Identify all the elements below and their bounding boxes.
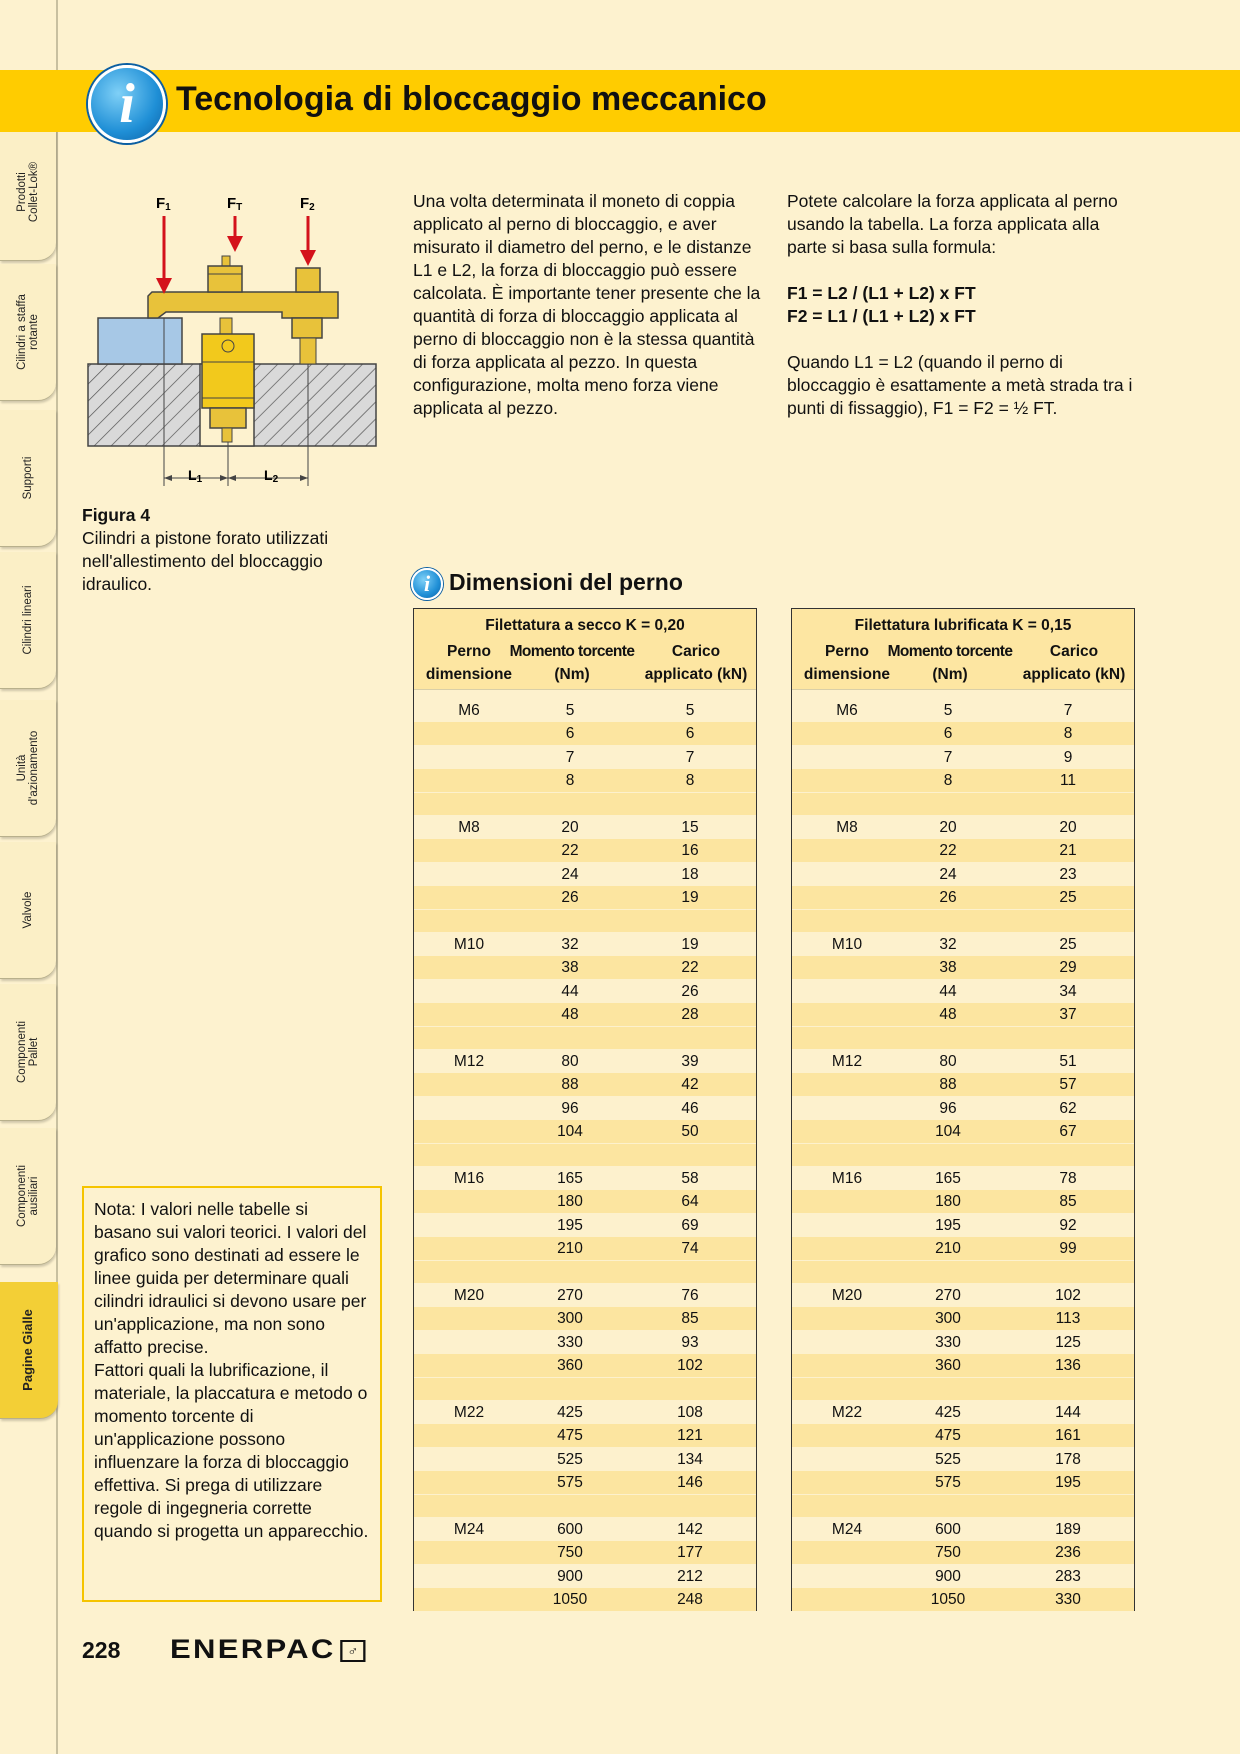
- cell-torque: 360: [557, 1357, 583, 1375]
- cell-torque: 300: [557, 1310, 583, 1328]
- cell-load: 69: [681, 1216, 699, 1234]
- cell-size: M20: [453, 1287, 485, 1304]
- cell-load: 22: [681, 959, 699, 977]
- cell-load: 161: [1055, 1427, 1081, 1445]
- cell-torque: 525: [557, 1450, 583, 1468]
- cell-load: 108: [677, 1404, 703, 1421]
- cell-load: 25: [1059, 936, 1077, 953]
- cell-torque: 80: [939, 1053, 957, 1070]
- cell-torque: 750: [935, 1544, 961, 1562]
- cell-torque: 26: [939, 889, 957, 907]
- cell-torque: 8: [943, 772, 953, 790]
- section-title: Dimensioni del perno: [449, 569, 683, 595]
- group-spacer: [414, 793, 756, 815]
- table-row: [792, 1284, 1134, 1307]
- table-row: [792, 722, 1134, 745]
- cell-torque: 38: [561, 959, 579, 977]
- cell-torque: 330: [935, 1333, 961, 1351]
- table-row: [414, 1401, 756, 1424]
- table-dry-thread: [413, 608, 757, 1611]
- logo-text: ENERPAC: [170, 1634, 336, 1664]
- table-row: [414, 1565, 756, 1588]
- label-f2: F2: [300, 195, 315, 213]
- cell-torque: 48: [939, 1006, 957, 1024]
- cell-load: 113: [1055, 1310, 1081, 1328]
- cell-load: 85: [681, 1310, 699, 1328]
- cell-load: 136: [1055, 1357, 1081, 1375]
- bottom-nut: [210, 408, 246, 428]
- label-l1: L1: [188, 467, 203, 485]
- table-row: [792, 956, 1134, 979]
- table-row: [792, 1354, 1134, 1377]
- column-header: Perno: [447, 643, 491, 660]
- column-header: applicato (kN): [1022, 666, 1126, 683]
- cell-load: 5: [685, 702, 695, 719]
- table-row: [414, 1588, 756, 1611]
- cell-load: 283: [1055, 1567, 1081, 1585]
- clamping-figure: [82, 186, 382, 498]
- sidebar-tab-label: Cilindri lineari: [22, 585, 34, 655]
- cell-load: 248: [677, 1591, 703, 1609]
- table-row: [414, 1073, 756, 1096]
- cell-torque: 475: [935, 1427, 961, 1445]
- table-row: [414, 746, 756, 769]
- cell-torque: 750: [557, 1544, 583, 1562]
- table-row: [792, 1541, 1134, 1564]
- table-row: [414, 863, 756, 886]
- cell-torque: 48: [561, 1006, 579, 1024]
- formula-outro: Quando L1 = L2 (quando il perno di bloccaggio è esattamente a metà strada tra i punti di fissaggio), F1 = F2 = ½ FT.: [787, 352, 1133, 418]
- cell-load: 9: [1063, 748, 1073, 766]
- sidebar-tab-label: Pagine Gialle: [20, 1309, 35, 1391]
- table-row: [792, 816, 1134, 839]
- cell-torque: 425: [557, 1404, 583, 1421]
- sidebar-tab[interactable]: [0, 124, 56, 261]
- cell-torque: 1050: [930, 1591, 966, 1609]
- group-spacer: [792, 793, 1134, 815]
- cell-size: M12: [453, 1053, 485, 1070]
- sidebar-tab[interactable]: [0, 1282, 58, 1419]
- cell-torque: 575: [935, 1474, 961, 1492]
- cell-load: 34: [1059, 982, 1077, 1000]
- cell-load: 26: [681, 982, 699, 1000]
- group-spacer: [792, 1495, 1134, 1517]
- table-row: [414, 1331, 756, 1354]
- table-lubricated-thread: [791, 608, 1135, 1611]
- table-header: [414, 609, 756, 690]
- table-row: [414, 722, 756, 745]
- table-row: [792, 1214, 1134, 1237]
- cell-torque: 20: [561, 819, 579, 836]
- table-row: [414, 1448, 756, 1471]
- cell-size: M6: [458, 702, 480, 719]
- clamp-arm: [148, 292, 338, 318]
- sidebar-tab[interactable]: [0, 410, 56, 547]
- table-row: [792, 1401, 1134, 1424]
- column-header: Carico: [1049, 643, 1099, 660]
- cell-load: 50: [681, 1123, 699, 1141]
- cell-load: 146: [677, 1474, 703, 1492]
- formula-f2: F2 = L1 / (L1 + L2) x FT: [787, 306, 976, 326]
- table-row: [414, 1167, 756, 1190]
- hydraulic-cylinder: [202, 334, 254, 408]
- cell-load: 74: [681, 1240, 699, 1258]
- column-header: Carico: [671, 643, 721, 660]
- column-header: dimensione: [425, 666, 513, 683]
- figure-caption: [82, 504, 362, 596]
- cell-torque: 600: [935, 1521, 961, 1538]
- cell-torque: 80: [561, 1053, 579, 1070]
- cell-load: 20: [1059, 819, 1077, 836]
- cell-torque: 195: [557, 1216, 583, 1234]
- cell-load: 8: [685, 772, 695, 790]
- table-row: [792, 980, 1134, 1003]
- cell-load: 212: [677, 1567, 703, 1585]
- cell-torque: 330: [557, 1333, 583, 1351]
- cell-load: 19: [681, 936, 699, 953]
- cell-torque: 165: [557, 1170, 583, 1187]
- label-f1: F1: [156, 195, 171, 213]
- column-header: applicato (kN): [644, 666, 748, 683]
- cell-load: 195: [1055, 1474, 1081, 1492]
- cell-torque: 180: [557, 1193, 583, 1211]
- cell-load: 177: [677, 1544, 703, 1562]
- table-row: [792, 933, 1134, 956]
- cell-torque: 475: [557, 1427, 583, 1445]
- table-row: [414, 1424, 756, 1447]
- sidebar-tab[interactable]: [0, 700, 56, 837]
- cell-torque: 38: [939, 959, 957, 977]
- table-row: [792, 1307, 1134, 1330]
- cell-torque: 22: [939, 842, 957, 860]
- cell-load: 15: [681, 819, 699, 836]
- table-row: [792, 1448, 1134, 1471]
- cell-load: 23: [1059, 865, 1077, 883]
- enerpac-logo: [170, 1634, 366, 1665]
- page-number: 228: [82, 1637, 121, 1663]
- note-text: Nota: I valori nelle tabelle si basano sui valori teorici. I valori del grafico sono destinati ad essere le linee guida per determinare quali cilindri idraulici si devono usare per un'applicazione, ma non sono affatto precise. Fattori quali la lubrificazione, il materiale, la placcatura e metodo o momento torcente di un'applicazione possono influenzare la forza di bloccaggio effettiva. Si prega di utilizzare regole di ingegneria corrette quando si progetta un apparecchio.: [94, 1199, 369, 1541]
- cell-size: M16: [453, 1170, 485, 1187]
- group-spacer: [414, 1378, 756, 1400]
- note-box: [82, 1186, 382, 1602]
- cell-load: 64: [681, 1193, 699, 1211]
- workpiece: [98, 318, 182, 364]
- cell-torque: 180: [935, 1193, 961, 1211]
- info-icon: i: [411, 568, 443, 600]
- cell-load: 134: [677, 1450, 703, 1468]
- cell-size: M24: [453, 1521, 485, 1538]
- column-header: (Nm): [554, 666, 590, 683]
- cell-load: 51: [1059, 1053, 1077, 1070]
- table-row: [414, 1097, 756, 1120]
- cell-torque: 210: [557, 1240, 583, 1258]
- cell-size: M12: [831, 1053, 863, 1070]
- cell-load: 8: [1063, 725, 1073, 743]
- cell-load: 125: [1055, 1333, 1081, 1351]
- cell-torque: 6: [943, 725, 953, 743]
- table-row: [792, 839, 1134, 862]
- table-row: [414, 1471, 756, 1494]
- table-row: [792, 1003, 1134, 1026]
- table-row: [414, 1284, 756, 1307]
- cell-load: 236: [1055, 1544, 1081, 1562]
- cell-load: 11: [1059, 772, 1077, 790]
- cell-size: M8: [836, 819, 858, 836]
- table-row: [792, 1120, 1134, 1143]
- cell-torque: 104: [935, 1123, 961, 1141]
- table-title: Filettatura lubrificata K = 0,15: [854, 617, 1072, 634]
- figure-caption-text: Cilindri a pistone forato utilizzati nell'allestimento del bloccaggio idraulico.: [82, 528, 329, 594]
- group-spacer: [792, 1144, 1134, 1166]
- table-row: [414, 699, 756, 722]
- cell-torque: 210: [935, 1240, 961, 1258]
- table-row: [792, 746, 1134, 769]
- table-row: [792, 699, 1134, 722]
- cell-load: 85: [1059, 1193, 1077, 1211]
- cell-torque: 104: [557, 1123, 583, 1141]
- cell-torque: 425: [935, 1404, 961, 1421]
- cell-load: 330: [1055, 1591, 1081, 1609]
- label-l2: L2: [264, 467, 279, 485]
- table-row: [414, 1307, 756, 1330]
- column-header: Perno: [825, 643, 869, 660]
- table-title: Filettatura a secco K = 0,20: [485, 617, 685, 634]
- cell-torque: 5: [565, 702, 575, 719]
- cell-torque: 24: [561, 865, 579, 883]
- right-stud: [296, 268, 320, 292]
- table-row: [414, 1003, 756, 1026]
- cell-load: 18: [681, 865, 699, 883]
- sidebar-tab-label: Cilindri a staffa rotante: [16, 294, 40, 370]
- info-icon: i: [88, 65, 166, 143]
- group-spacer: [792, 1027, 1134, 1049]
- cell-torque: 88: [561, 1076, 579, 1094]
- intro-paragraph: Una volta determinata il moneto di coppia applicato al perno di bloccaggio, e aver misurato il diametro del perno, e le distanze L1 e L2, la forza di bloccaggio può essere calcolata. È importante tener presente che la quantità di forza di bloccaggio applicata al perno di bloccaggio non è la stessa quantità di forza applicata al pezzo. In questa configurazione, molta meno forza viene applicata al pezzo.: [413, 191, 761, 418]
- cell-load: 46: [681, 1099, 699, 1117]
- group-spacer: [414, 1144, 756, 1166]
- sidebar-tab-label: Componenti Pallet: [16, 1020, 40, 1084]
- figure-caption-title: Figura 4: [82, 505, 151, 525]
- column-header: (Nm): [932, 666, 968, 683]
- cell-load: 29: [1059, 959, 1077, 977]
- cell-torque: 7: [943, 748, 953, 766]
- table-row: [792, 1565, 1134, 1588]
- cell-load: 16: [681, 842, 699, 860]
- page-title: Tecnologia di bloccaggio meccanico: [176, 80, 767, 118]
- cell-load: 57: [1059, 1076, 1077, 1094]
- cell-torque: 360: [935, 1357, 961, 1375]
- cell-torque: 22: [561, 842, 579, 860]
- cell-torque: 44: [939, 982, 957, 1000]
- group-spacer: [414, 1495, 756, 1517]
- cell-load: 76: [681, 1287, 699, 1304]
- cell-torque: 575: [557, 1474, 583, 1492]
- cell-load: 102: [1055, 1287, 1081, 1304]
- formula-section: [787, 190, 1137, 420]
- sidebar-tab-label: Componenti ausiliari: [16, 1164, 40, 1228]
- table-row: [792, 1097, 1134, 1120]
- cell-load: 102: [677, 1357, 703, 1375]
- cell-size: M22: [831, 1404, 863, 1421]
- cell-torque: 96: [939, 1099, 957, 1117]
- table-row: [792, 769, 1134, 792]
- cell-torque: 270: [557, 1287, 583, 1304]
- sidebar-tab[interactable]: [0, 552, 56, 689]
- cell-load: 21: [1059, 842, 1077, 860]
- arrow-f2: [300, 250, 316, 266]
- cell-torque: 20: [939, 819, 957, 836]
- sidebar-tab[interactable]: [0, 842, 56, 979]
- table-header: [792, 609, 1134, 690]
- cell-torque: 600: [557, 1521, 583, 1538]
- table-row: [414, 1541, 756, 1564]
- cell-load: 78: [1059, 1170, 1077, 1187]
- table-row: [792, 1167, 1134, 1190]
- cell-torque: 7: [565, 748, 575, 766]
- cell-load: 178: [1055, 1450, 1081, 1468]
- group-spacer: [792, 1261, 1134, 1283]
- cell-torque: 6: [565, 725, 575, 743]
- cell-torque: 26: [561, 889, 579, 907]
- table-row: [414, 769, 756, 792]
- cell-torque: 8: [565, 772, 575, 790]
- cell-load: 121: [677, 1427, 703, 1445]
- table-row: [792, 1331, 1134, 1354]
- sidebar-tab[interactable]: [0, 264, 56, 401]
- cell-torque: 88: [939, 1076, 957, 1094]
- group-spacer: [414, 910, 756, 932]
- formula-f1: F1 = L2 / (L1 + L2) x FT: [787, 283, 976, 303]
- cell-load: 6: [685, 725, 695, 743]
- table-row: [414, 1050, 756, 1073]
- cell-torque: 525: [935, 1450, 961, 1468]
- sidebar-tab-label: Unità d'azionamento: [16, 730, 40, 806]
- group-spacer: [414, 1261, 756, 1283]
- cell-load: 28: [681, 1006, 699, 1024]
- table-row: [792, 1471, 1134, 1494]
- table-row: [792, 1518, 1134, 1541]
- cell-load: 39: [681, 1053, 699, 1070]
- cell-load: 142: [677, 1521, 703, 1538]
- cell-load: 7: [1063, 702, 1073, 719]
- cell-load: 67: [1059, 1123, 1077, 1141]
- sidebar-tab-label: Valvole: [22, 891, 34, 929]
- cell-torque: 1050: [552, 1591, 588, 1609]
- cell-torque: 270: [935, 1287, 961, 1304]
- table-row: [414, 1354, 756, 1377]
- cell-size: M8: [458, 819, 480, 836]
- sidebar-tab[interactable]: [0, 984, 56, 1121]
- cell-load: 19: [681, 889, 699, 907]
- table-row: [414, 816, 756, 839]
- table-row: [414, 1214, 756, 1237]
- table-row: [414, 1120, 756, 1143]
- cell-load: 62: [1059, 1099, 1077, 1117]
- group-spacer: [792, 1378, 1134, 1400]
- cell-torque: 195: [935, 1216, 961, 1234]
- table-row: [792, 1424, 1134, 1447]
- sidebar-tab[interactable]: [0, 1128, 56, 1265]
- column-header: Momento torcente: [509, 643, 635, 660]
- table-row: [792, 1237, 1134, 1260]
- table-row: [414, 886, 756, 909]
- arrow-ft: [227, 236, 243, 252]
- cell-load: 42: [681, 1076, 699, 1094]
- table-row: [792, 863, 1134, 886]
- label-ft: FT: [227, 195, 243, 213]
- logo-mark-icon: ♂: [340, 1640, 365, 1662]
- cell-size: M20: [831, 1287, 863, 1304]
- cell-size: M16: [831, 1170, 863, 1187]
- table-row: [414, 1518, 756, 1541]
- cell-torque: 900: [557, 1567, 583, 1585]
- cell-torque: 32: [561, 936, 579, 953]
- cell-load: 99: [1059, 1240, 1077, 1258]
- cell-size: M24: [831, 1521, 863, 1538]
- top-nut: [208, 266, 242, 292]
- table-row: [792, 1588, 1134, 1611]
- cell-load: 37: [1059, 1006, 1077, 1024]
- cell-load: 92: [1059, 1216, 1077, 1234]
- cell-load: 25: [1059, 889, 1077, 907]
- table-row: [414, 1190, 756, 1213]
- table-row: [414, 839, 756, 862]
- sidebar: [0, 0, 58, 1754]
- cell-torque: 96: [561, 1099, 579, 1117]
- cell-load: 58: [681, 1170, 699, 1187]
- table-row: [792, 1190, 1134, 1213]
- group-spacer: [792, 910, 1134, 932]
- cell-size: M6: [836, 702, 858, 719]
- column-header: Momento torcente: [887, 643, 1013, 660]
- table-row: [414, 956, 756, 979]
- sidebar-tab-label: Prodotti Collet-Lok®: [16, 161, 40, 223]
- cell-size: M10: [453, 936, 485, 953]
- group-spacer: [414, 1027, 756, 1049]
- table-row: [792, 1050, 1134, 1073]
- table-row: [414, 933, 756, 956]
- cell-torque: 24: [939, 865, 957, 883]
- table-row: [792, 1073, 1134, 1096]
- table-row: [414, 1237, 756, 1260]
- cell-size: M22: [453, 1404, 485, 1421]
- cell-torque: 44: [561, 982, 579, 1000]
- cell-torque: 165: [935, 1170, 961, 1187]
- cell-load: 7: [685, 748, 695, 766]
- sidebar-tab-label: Supporti: [22, 456, 34, 500]
- column-header: dimensione: [803, 666, 891, 683]
- cell-torque: 5: [943, 702, 953, 719]
- table-row: [792, 886, 1134, 909]
- cell-load: 144: [1055, 1404, 1081, 1421]
- table-row: [414, 980, 756, 1003]
- cell-load: 93: [681, 1333, 699, 1351]
- cell-torque: 300: [935, 1310, 961, 1328]
- cell-size: M10: [831, 936, 863, 953]
- cell-torque: 900: [935, 1567, 961, 1585]
- cell-torque: 32: [939, 936, 957, 953]
- cell-load: 189: [1055, 1521, 1081, 1538]
- formula-intro: Potete calcolare la forza applicata al perno usando la tabella. La forza applicata alla parte si basa sulla formula:: [787, 191, 1118, 257]
